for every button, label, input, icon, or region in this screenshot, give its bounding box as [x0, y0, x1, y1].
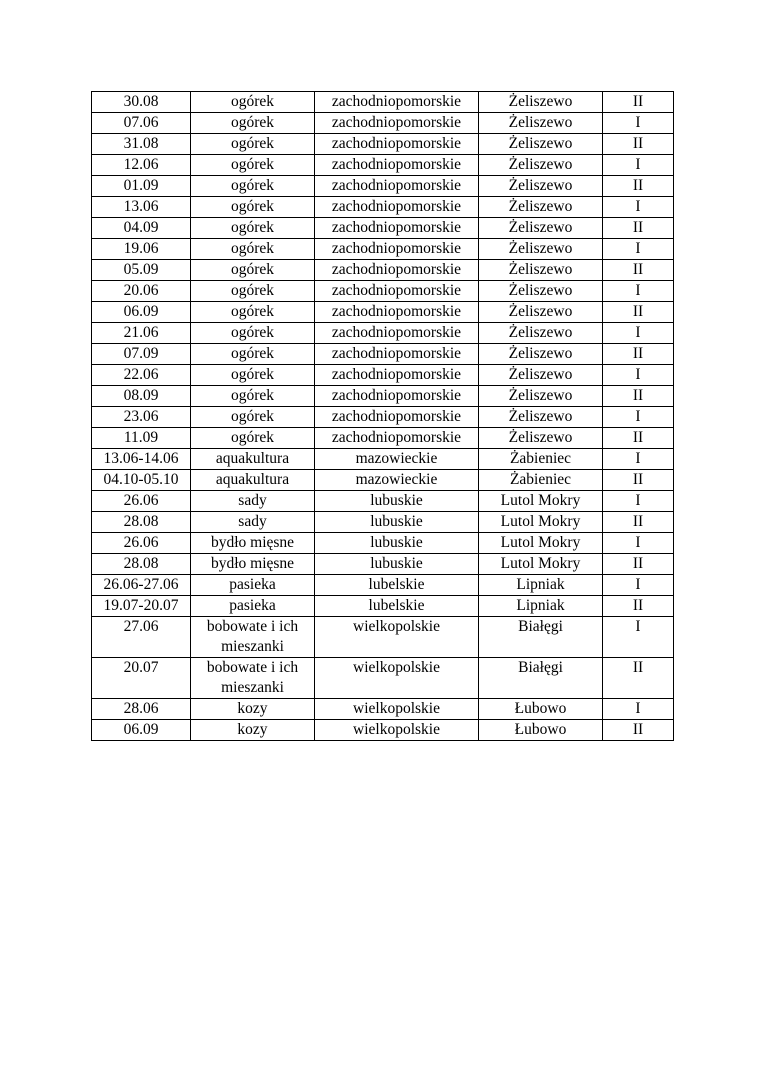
category-cell: ogórek — [191, 407, 315, 428]
term-cell: II — [603, 218, 674, 239]
location-cell: Lutol Mokry — [479, 512, 603, 533]
term-cell: II — [603, 596, 674, 617]
date-cell: 11.09 — [92, 428, 191, 449]
category-cell: kozy — [191, 720, 315, 741]
table-row — [92, 699, 674, 720]
table-row — [92, 554, 674, 575]
voivodeship-cell: wielkopolskie — [315, 720, 479, 741]
location-cell: Żeliszewo — [479, 323, 603, 344]
voivodeship-cell: zachodniopomorskie — [315, 365, 479, 386]
location-cell: Żeliszewo — [479, 176, 603, 197]
location-cell: Żeliszewo — [479, 428, 603, 449]
category-cell: ogórek — [191, 134, 315, 155]
voivodeship-cell: wielkopolskie — [315, 699, 479, 720]
term-cell: II — [603, 344, 674, 365]
voivodeship-cell: zachodniopomorskie — [315, 197, 479, 218]
table-row — [92, 344, 674, 365]
category-cell: bobowate i ich mieszanki — [191, 617, 315, 658]
category-cell: ogórek — [191, 113, 315, 134]
location-cell: Lipniak — [479, 596, 603, 617]
category-cell: kozy — [191, 699, 315, 720]
table-row — [92, 323, 674, 344]
voivodeship-cell: zachodniopomorskie — [315, 134, 479, 155]
table-row — [92, 386, 674, 407]
term-cell: I — [603, 449, 674, 470]
location-cell: Białęgi — [479, 617, 603, 658]
term-cell: II — [603, 428, 674, 449]
term-cell: I — [603, 575, 674, 596]
category-cell: ogórek — [191, 218, 315, 239]
schedule-table-body — [92, 92, 674, 741]
voivodeship-cell: zachodniopomorskie — [315, 260, 479, 281]
date-cell: 27.06 — [92, 617, 191, 658]
table-row — [92, 449, 674, 470]
location-cell: Lutol Mokry — [479, 491, 603, 512]
location-cell: Żeliszewo — [479, 344, 603, 365]
date-cell: 06.09 — [92, 720, 191, 741]
date-cell: 04.09 — [92, 218, 191, 239]
voivodeship-cell: wielkopolskie — [315, 658, 479, 699]
voivodeship-cell: zachodniopomorskie — [315, 155, 479, 176]
location-cell: Żeliszewo — [479, 260, 603, 281]
voivodeship-cell: lubelskie — [315, 575, 479, 596]
location-cell: Żeliszewo — [479, 155, 603, 176]
location-cell: Białęgi — [479, 658, 603, 699]
date-cell: 01.09 — [92, 176, 191, 197]
table-row — [92, 197, 674, 218]
date-cell: 13.06-14.06 — [92, 449, 191, 470]
date-cell: 08.09 — [92, 386, 191, 407]
category-cell: aquakultura — [191, 449, 315, 470]
location-cell: Lutol Mokry — [479, 533, 603, 554]
term-cell: II — [603, 554, 674, 575]
voivodeship-cell: wielkopolskie — [315, 617, 479, 658]
table-row — [92, 218, 674, 239]
date-cell: 13.06 — [92, 197, 191, 218]
term-cell: I — [603, 365, 674, 386]
table-row — [92, 260, 674, 281]
table-row — [92, 176, 674, 197]
location-cell: Żeliszewo — [479, 386, 603, 407]
voivodeship-cell: zachodniopomorskie — [315, 239, 479, 260]
location-cell: Żeliszewo — [479, 197, 603, 218]
category-cell: ogórek — [191, 344, 315, 365]
category-cell: ogórek — [191, 302, 315, 323]
term-cell: I — [603, 491, 674, 512]
voivodeship-cell: zachodniopomorskie — [315, 302, 479, 323]
category-cell: bydło mięsne — [191, 554, 315, 575]
term-cell: II — [603, 176, 674, 197]
category-cell: pasieka — [191, 596, 315, 617]
location-cell: Żeliszewo — [479, 302, 603, 323]
date-cell: 28.08 — [92, 512, 191, 533]
location-cell: Żeliszewo — [479, 92, 603, 113]
date-cell: 07.06 — [92, 113, 191, 134]
category-cell: ogórek — [191, 260, 315, 281]
voivodeship-cell: zachodniopomorskie — [315, 92, 479, 113]
term-cell: II — [603, 92, 674, 113]
table-row — [92, 239, 674, 260]
table-row — [92, 491, 674, 512]
voivodeship-cell: lubuskie — [315, 554, 479, 575]
voivodeship-cell: zachodniopomorskie — [315, 281, 479, 302]
location-cell: Żeliszewo — [479, 218, 603, 239]
date-cell: 28.08 — [92, 554, 191, 575]
table-row — [92, 134, 674, 155]
category-cell: ogórek — [191, 239, 315, 260]
category-cell: ogórek — [191, 428, 315, 449]
voivodeship-cell: mazowieckie — [315, 449, 479, 470]
date-cell: 04.10-05.10 — [92, 470, 191, 491]
date-cell: 19.07-20.07 — [92, 596, 191, 617]
term-cell: I — [603, 239, 674, 260]
voivodeship-cell: lubuskie — [315, 533, 479, 554]
date-cell: 07.09 — [92, 344, 191, 365]
voivodeship-cell: zachodniopomorskie — [315, 176, 479, 197]
voivodeship-cell: zachodniopomorskie — [315, 344, 479, 365]
term-cell: II — [603, 470, 674, 491]
location-cell: Żeliszewo — [479, 407, 603, 428]
term-cell: II — [603, 134, 674, 155]
term-cell: I — [603, 533, 674, 554]
table-row — [92, 512, 674, 533]
location-cell: Żabieniec — [479, 470, 603, 491]
table-row — [92, 575, 674, 596]
date-cell: 23.06 — [92, 407, 191, 428]
date-cell: 20.07 — [92, 658, 191, 699]
voivodeship-cell: mazowieckie — [315, 470, 479, 491]
location-cell: Żeliszewo — [479, 239, 603, 260]
term-cell: II — [603, 260, 674, 281]
category-cell: ogórek — [191, 92, 315, 113]
voivodeship-cell: zachodniopomorskie — [315, 407, 479, 428]
date-cell: 26.06 — [92, 491, 191, 512]
term-cell: II — [603, 658, 674, 699]
term-cell: II — [603, 302, 674, 323]
date-cell: 19.06 — [92, 239, 191, 260]
category-cell: sady — [191, 491, 315, 512]
category-cell: aquakultura — [191, 470, 315, 491]
date-cell: 31.08 — [92, 134, 191, 155]
table-row — [92, 281, 674, 302]
date-cell: 06.09 — [92, 302, 191, 323]
date-cell: 30.08 — [92, 92, 191, 113]
table-row — [92, 658, 674, 699]
voivodeship-cell: zachodniopomorskie — [315, 386, 479, 407]
voivodeship-cell: zachodniopomorskie — [315, 323, 479, 344]
date-cell: 21.06 — [92, 323, 191, 344]
category-cell: sady — [191, 512, 315, 533]
category-cell: ogórek — [191, 365, 315, 386]
category-cell: bobowate i ich mieszanki — [191, 658, 315, 699]
term-cell: I — [603, 281, 674, 302]
table-row — [92, 428, 674, 449]
location-cell: Żeliszewo — [479, 134, 603, 155]
category-cell: ogórek — [191, 155, 315, 176]
table-row — [92, 92, 674, 113]
category-cell: ogórek — [191, 323, 315, 344]
category-cell: pasieka — [191, 575, 315, 596]
date-cell: 20.06 — [92, 281, 191, 302]
term-cell: I — [603, 197, 674, 218]
term-cell: I — [603, 155, 674, 176]
location-cell: Żabieniec — [479, 449, 603, 470]
category-cell: ogórek — [191, 176, 315, 197]
voivodeship-cell: zachodniopomorskie — [315, 218, 479, 239]
location-cell: Lutol Mokry — [479, 554, 603, 575]
table-row — [92, 596, 674, 617]
voivodeship-cell: lubuskie — [315, 512, 479, 533]
table-row — [92, 113, 674, 134]
term-cell: II — [603, 512, 674, 533]
date-cell: 26.06-27.06 — [92, 575, 191, 596]
table-row — [92, 407, 674, 428]
term-cell: I — [603, 407, 674, 428]
term-cell: I — [603, 699, 674, 720]
location-cell: Żeliszewo — [479, 281, 603, 302]
location-cell: Żeliszewo — [479, 113, 603, 134]
date-cell: 12.06 — [92, 155, 191, 176]
table-row — [92, 720, 674, 741]
location-cell: Łubowo — [479, 720, 603, 741]
table-row — [92, 365, 674, 386]
voivodeship-cell: zachodniopomorskie — [315, 113, 479, 134]
term-cell: II — [603, 720, 674, 741]
location-cell: Żeliszewo — [479, 365, 603, 386]
category-cell: ogórek — [191, 281, 315, 302]
category-cell: ogórek — [191, 386, 315, 407]
voivodeship-cell: lubelskie — [315, 596, 479, 617]
term-cell: I — [603, 617, 674, 658]
table-row — [92, 617, 674, 658]
schedule-table — [91, 91, 674, 741]
table-row — [92, 533, 674, 554]
date-cell: 26.06 — [92, 533, 191, 554]
table-row — [92, 470, 674, 491]
term-cell: II — [603, 386, 674, 407]
voivodeship-cell: lubuskie — [315, 491, 479, 512]
category-cell: ogórek — [191, 197, 315, 218]
table-row — [92, 155, 674, 176]
voivodeship-cell: zachodniopomorskie — [315, 428, 479, 449]
table-row — [92, 302, 674, 323]
category-cell: bydło mięsne — [191, 533, 315, 554]
term-cell: I — [603, 113, 674, 134]
date-cell: 28.06 — [92, 699, 191, 720]
date-cell: 05.09 — [92, 260, 191, 281]
location-cell: Lipniak — [479, 575, 603, 596]
location-cell: Łubowo — [479, 699, 603, 720]
term-cell: I — [603, 323, 674, 344]
date-cell: 22.06 — [92, 365, 191, 386]
